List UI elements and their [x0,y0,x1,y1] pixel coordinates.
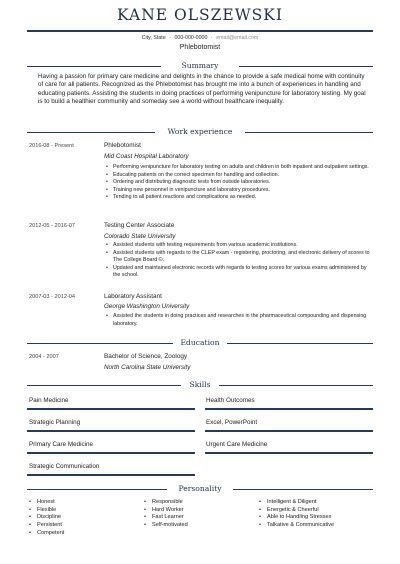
skill-label: Health Outcomes [206,397,255,404]
job-org: Colorado State University [104,233,176,240]
education-school: North Carolina State University [104,364,191,371]
section-header-summary [27,61,373,71]
summary-text: Having a passion for primary care medicine and delights in the chance to provide a safe medical home with continuity of care for all patients. Recognized as the Phlebotomist has brought me into a bunch of experiences in handling and educating patients. Assisting the students in doing practices of performing venipuncture for laboratory testing. My goal is to build a healthier community and someday see a world without healthcare inequality. [38,73,366,105]
skill-bar [27,430,195,432]
personality-column-2 [144,499,188,530]
trait-item: • Hard Worker [144,507,188,515]
trait-item: • Flexible [29,507,64,515]
trait-item: • Talkative & Communicative [259,522,334,530]
contact-separator: · [169,35,171,41]
skill-bar [205,430,373,432]
section-header-experience [27,127,373,137]
job-dates: 2016-08 - Present [29,143,74,149]
candidate-name: KANE OLSZEWSKI [117,6,283,24]
job-org: George Washington University [104,303,190,310]
contact-separator: · [210,35,213,41]
trait-item: • Fast Learner [144,514,188,522]
job-bullet: • Assisted students with regards to the CLEP exam - registering, proctoring, and electronic delivery of scores to The College Board ©. [104,250,374,265]
headline: Phlebotomist [179,44,221,51]
skill-label: Urgent Care Medicine [206,441,268,448]
personality-column-3 [259,499,334,530]
trait-item: • Discipline [29,514,64,522]
job-org: Mid Coast Hospital Laboratory [104,153,189,160]
skill-label: Strategic Planning [29,419,81,426]
skill-label: Pain Medicine [29,397,69,404]
contact-city: City, State [141,35,166,41]
skill-label: Strategic Communication [29,463,100,470]
job-bullet: • Ordering and distributing diagnostic tests from outside laboratories. [104,179,374,187]
job-bullet: • Performing venipuncture for laboratory testing on adults and children in both inpatient and outpatient settings. [104,164,374,172]
job-bullet: • Updated and maintained electronic records with regards to testing scores for various exams administered by the school. [104,265,374,280]
section-header-personality [27,484,373,494]
trait-item: • Competent [29,530,64,538]
section-header-education [27,338,373,348]
contact-phone[interactable]: 000-000-0000 [174,35,208,41]
section-title: Skills [189,380,211,389]
job-bullets [104,242,374,280]
section-header-skills [27,380,373,390]
trait-item: • Responsible [144,499,188,507]
job-role: Phlebotomist [104,142,141,149]
skill-bar [205,408,373,410]
section-title: Personality [178,484,222,493]
trait-item: • Self-motivated [144,522,188,530]
section-title: Summary [181,61,219,70]
trait-item: • Intelligent & Diligent [259,499,334,507]
trait-item: • Persistent [29,522,64,530]
job-role: Testing Center Associate [104,222,175,229]
job-bullet: • Assisted students with testing requirements from various academic institutions. [104,242,374,250]
skill-label: Excel, PowerPoint [206,419,258,426]
skill-label: Primary Care Medicine [29,441,94,448]
header-rule [27,30,373,32]
job-bullet: • Educating patients on the correct specimen for handling and collection. [104,172,374,180]
trait-item: • Honest [29,499,64,507]
education-degree: Bachelor of Science, Zoology [104,353,188,360]
skill-bar [27,452,195,454]
trait-item: • Energetic & Cheerful [259,507,334,515]
section-title: Work experience [167,127,233,136]
contact-email[interactable]: email@email.com [216,35,259,41]
job-bullets [104,313,374,328]
personality-column-1 [29,499,64,538]
job-bullet: • Tending to all patient reactions and complications as needed. [104,194,374,202]
contact-line [0,35,400,41]
skill-bar [27,474,195,476]
education-dates: 2004 - 2007 [29,354,59,360]
job-bullet: • Training new personnel in venipuncture and laboratory procedures. [104,187,374,195]
skill-bar [27,408,195,410]
job-bullet: • Assisted the students in doing practices and researches in the pharmaceutical compounding and dispensing laboratory. [104,313,374,328]
job-dates: 2012-05 - 2016-07 [29,223,76,229]
job-dates: 2007-03 - 2012-04 [29,294,76,300]
job-role: Laboratory Assistant [104,293,162,300]
job-bullets [104,164,374,202]
skill-bar [205,452,373,454]
trait-item: • Able to Handling Stresses [259,514,334,522]
section-title: Education [180,338,220,347]
